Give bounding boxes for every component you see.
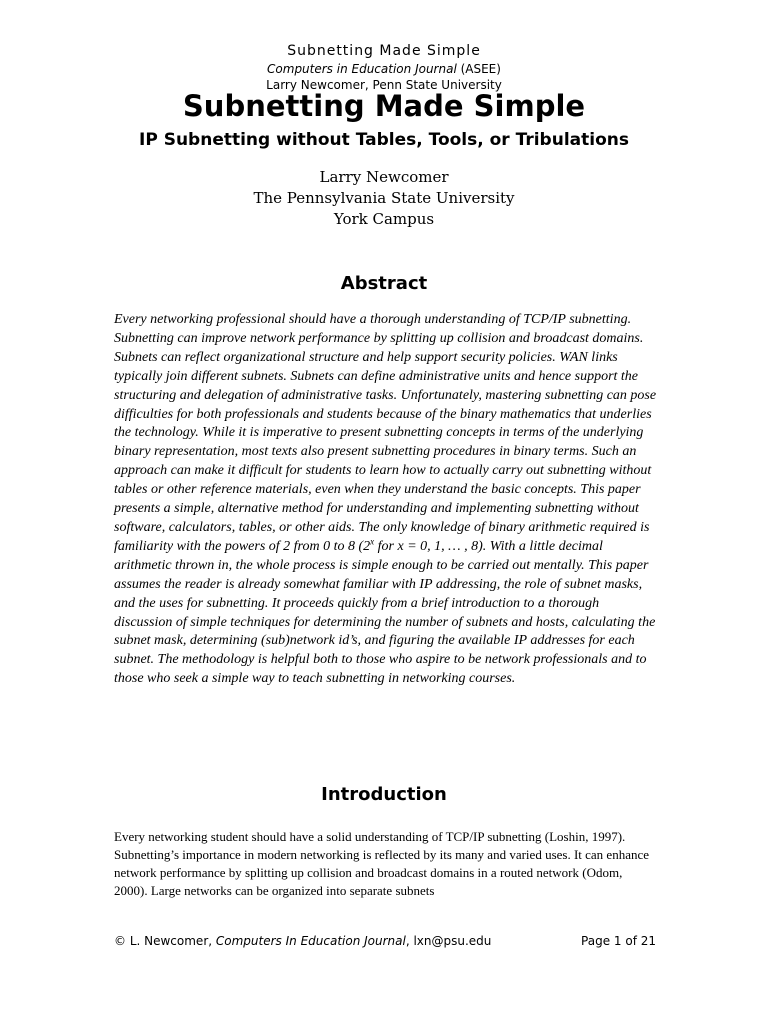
author-affiliation-line: Larry Newcomer, Penn State University — [266, 78, 502, 92]
journal-name: Computers in Education Journal — [267, 62, 457, 76]
footer-email: , lxn@psu.edu — [405, 934, 492, 948]
abstract-heading: Abstract — [340, 273, 428, 294]
abstract-body — [114, 311, 658, 689]
introduction-body: Every networking student should have a solid understanding of TCP/IP subnetting (Loshin, 1997). Subnetting’s importance in modern networking is reflected by its many and varied uses. It can enhance network performance by splitting up collision and broadcast domains in a routed network (Odom, 2000). Large networks can be organized into separate subnets — [114, 829, 650, 898]
abstract-superscript: x — [370, 536, 375, 547]
paper-title: Subnetting Made Simple — [182, 89, 586, 123]
footer-journal: Computers In Education Journal — [215, 934, 406, 948]
abstract-text-part2: for x = 0, 1, … , 8). With a little decimal arithmetic thrown in, the whole process is simple enough to be carried out mentally. This paper assumes the reader is already somewhat familiar with IP addressing, the role of subnet masks, and the uses for subnetting. It proceeds quickly from a brief introduction to a thorough discussion of simple techniques for determining the number of subnets and hosts, calculating the subnet mask, determining (sub)network id’s, and figuring the available IP addresses for each subnet. The methodology is helpful both to those who aspire to be network professionals and to those who seek a simple way to teach subnetting in networking courses. — [114, 538, 656, 687]
abstract-text-part1: Every networking professional should have a thorough understanding of TCP/IP subnetting. Subnetting can improve network performance by splitting up collision and broadcast domains. Subnets can reflect organizational structure and help support security policies. WAN links typically join different subnets. Subnets can define administrative units and hence support the structuring and delegation of administrative tasks. Unfortunately, mastering subnetting can pose difficulties for both professionals and students because of the binary mathematics that underlies the technology. While it is imperative to present subnetting concepts in terms of the underlying binary representation, most texts also present subnetting procedures in binary terms. Such an approach can make it difficult for students to learn how to actually carry out subnetting without tables or other reference materials, even when they understand the basic concepts. This paper presents a simple, alternative method for understanding and implementing subnetting without software, calculators, tables, or other aids. The only knowledge of binary arithmetic required is familiarity with the powers of 2 from 0 to 8 (2 — [114, 312, 657, 554]
page-number: Page 1 of 21 — [581, 934, 656, 948]
paper-subtitle: IP Subnetting without Tables, Tools, or Tribulations — [139, 130, 629, 150]
introduction-heading: Introduction — [321, 784, 447, 805]
footer-copyright: © L. Newcomer, — [114, 934, 216, 948]
author-campus: York Campus — [333, 210, 435, 228]
author-university: The Pennsylvania State University — [253, 189, 515, 207]
author-name: Larry Newcomer — [319, 168, 449, 186]
journal-org: (ASEE) — [456, 62, 501, 76]
running-title: Subnetting Made Simple — [287, 43, 481, 59]
journal-line — [0, 62, 768, 76]
footer-citation — [114, 934, 491, 948]
